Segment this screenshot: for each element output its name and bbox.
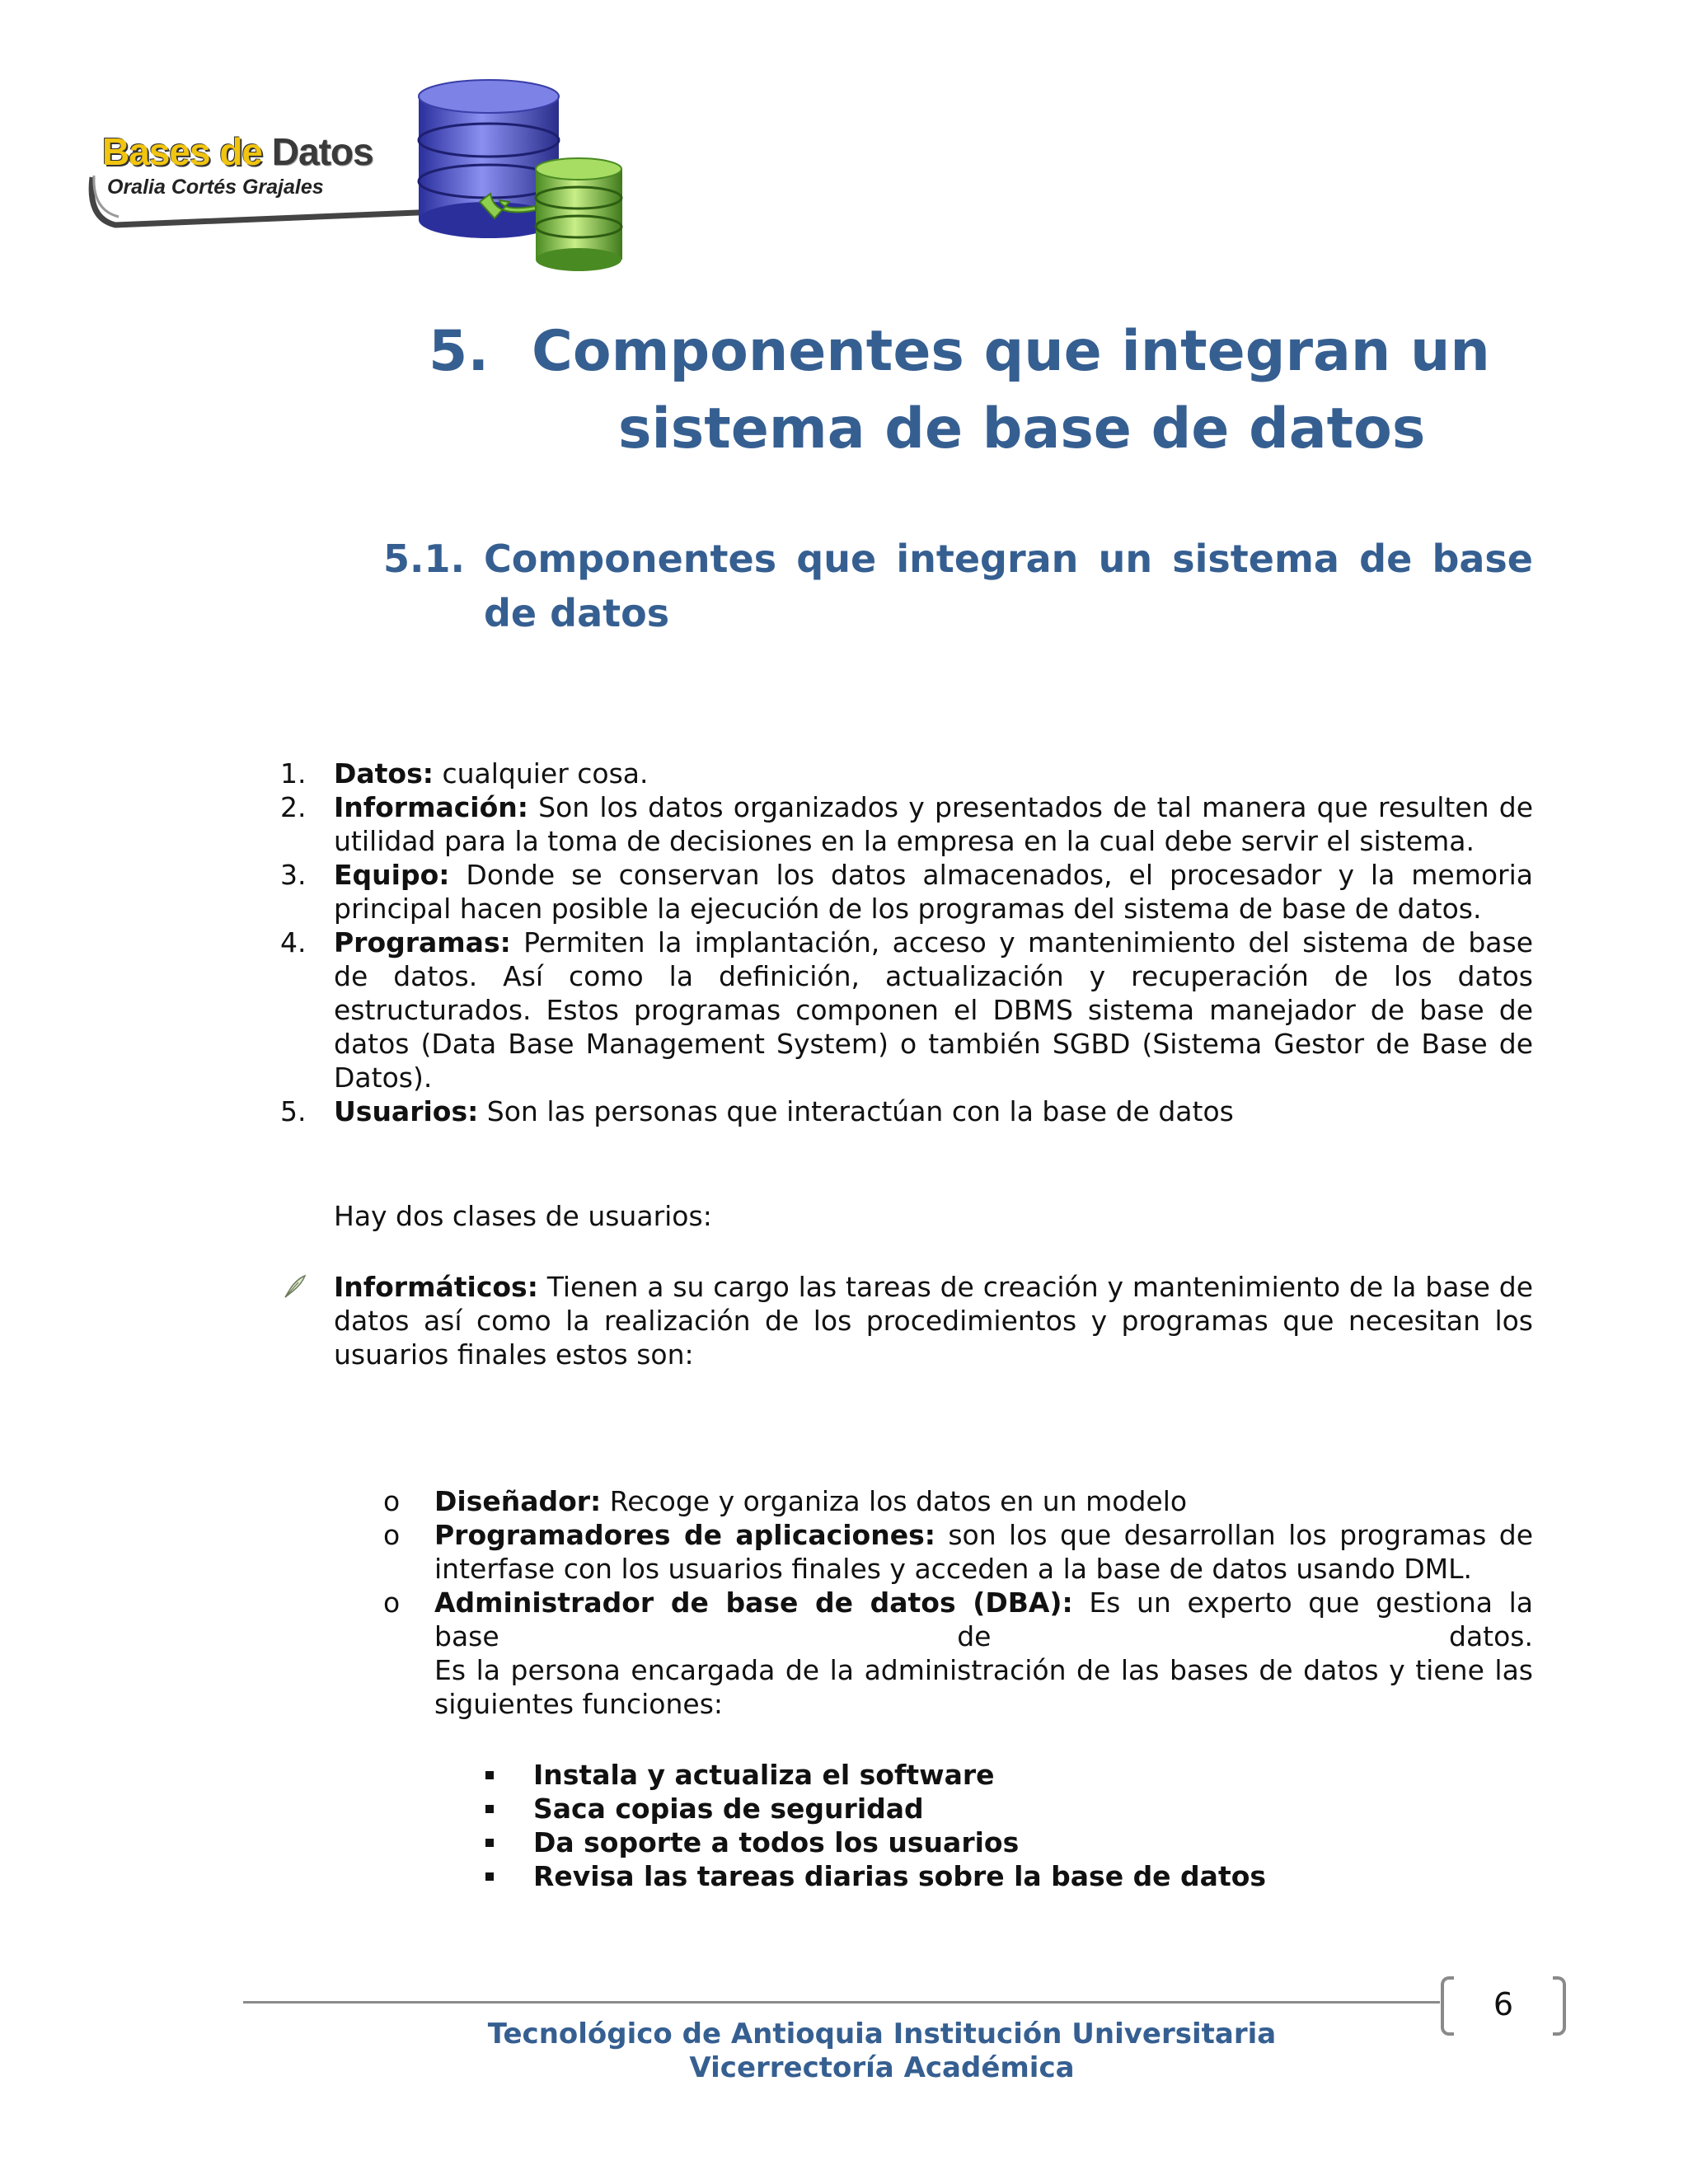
role-text-line2: base de datos. [434,1620,1533,1652]
list-item [383,1518,1533,1586]
logo-title: Bases de Datos [102,130,373,173]
list-item: Instala y actualiza el software [482,1758,1471,1792]
item-term: Programas: [334,926,511,958]
components-list [280,757,1533,1128]
section-title-text: Componentes que integran un sistema de base de datos [484,537,1533,635]
footer-divider [243,2001,1440,2004]
circle-bullet: o [383,1485,401,1517]
list-item: Revisa las tareas diarias sobre la base de datos [482,1859,1471,1893]
square-bullet [485,1805,494,1813]
item-text: Permiten la implantación, acceso y mantenimiento del sistema de base de datos. Así como la definición, actualización y recuperación de los datos estructurados. Estos programas componen el DBMS sistema manejador de base de datos (Data Base Management System) o también SGBD (Sistema Gestor de Base de Datos). [334,926,1533,1094]
list-item: 2. Información: Son los datos organizados y presentados de tal manera que resulten de utilidad para la toma de decisiones en la empresa en la cual debe servir el sistema. [280,791,1533,857]
logo-author: Oralia Cortés Grajales [107,176,324,199]
item-text: Donde se conservan los datos almacenados, el procesador y la memoria principal hacen posible la ejecución de los programas del sistema de base de datos. [334,859,1533,925]
section-number: 5.1. [383,537,465,581]
database-icon [412,78,626,276]
list-item: Da soporte a todos los usuarios [482,1825,1471,1859]
role-text: Recoge y organiza los datos en un modelo [601,1485,1188,1517]
dba-functions-list [482,1758,1471,1893]
footer [0,2018,1688,2085]
list-item: Saca copias de seguridad [482,1792,1471,1825]
chapter-title-line1: Componentes que integran un [532,319,1490,384]
list-item: 1. Datos: cualquier cosa. [280,757,649,790]
circle-bullet: o [383,1586,401,1619]
user-classes-intro: Hay dos clases de usuarios: [334,1200,712,1232]
list-item [383,1484,1533,1518]
role-term: Programadores de aplicaciones: [434,1519,935,1551]
quill-bullet-icon [282,1274,307,1299]
informaticos-term: Informáticos: [334,1271,538,1303]
role-text: son los que desarrollan los programas de interfase con los usuarios finales y acceden a la base de datos usando DML. [434,1519,1534,1585]
item-term: Equipo: [334,859,450,891]
role-text-line3: Es la persona encargada de la administración de las bases de datos y tiene las siguientes funciones: [434,1654,1533,1720]
roles-list [383,1484,1533,1721]
chapter-number: 5. [429,319,490,384]
chapter-title-line2: sistema de base de datos [618,396,1426,462]
item-text: Son las personas que interactúan con la base de datos [478,1095,1234,1127]
list-item: 3. Equipo: Donde se conservan los datos almacenados, el procesador y la memoria principal hacen posible la ejecución de los programas del sistema de base de datos. [280,859,1533,925]
item-term: Usuarios: [334,1095,479,1127]
footer-department: Vicerrectoría Académica [689,2051,1075,2084]
section-title [383,532,1533,640]
item-text: cualquier cosa. [433,757,649,790]
role-term: Administrador de base de datos (DBA): [434,1586,1073,1619]
role-text: Es un experto que gestiona la [1072,1586,1533,1619]
item-term: Información: [334,791,528,823]
footer-institution: Tecnológico de Antioquia Institución Universitaria [487,2018,1277,2050]
list-item: 5. Usuarios: Son las personas que interactúan con la base de datos [280,1095,1234,1127]
informaticos-text: Tienen a su cargo las tareas de creación y mantenimiento de la base de datos así como la realización de los procedimientos y programas que necesitan los usuarios finales estos son: [334,1271,1533,1371]
role-term: Diseñador: [434,1485,602,1517]
square-bullet [485,1771,494,1779]
list-item: 4. Programas: Permiten la implantación, acceso y mantenimiento del sistema de base de datos. Así como la definición, actualización y recuperación de los datos estructurados. Estos programas componen el DBMS sistema manejador de base de datos (Data Base Management System) o también SGBD (Sistema Gestor de Base de Datos). [280,926,1533,1094]
informaticos-paragraph [334,1270,1533,1371]
circle-bullet: o [383,1519,401,1551]
square-bullet [485,1872,494,1881]
page-number: 6 [1493,1986,1514,2022]
chapter-title [429,313,1500,468]
square-bullet [485,1839,494,1847]
item-text: Son los datos organizados y presentados de tal manera que resulten de utilidad para la toma de decisiones en la empresa en la cual debe servir el sistema. [334,791,1533,857]
logo [82,78,676,284]
item-term: Datos: [334,757,434,790]
list-item [383,1586,1533,1721]
